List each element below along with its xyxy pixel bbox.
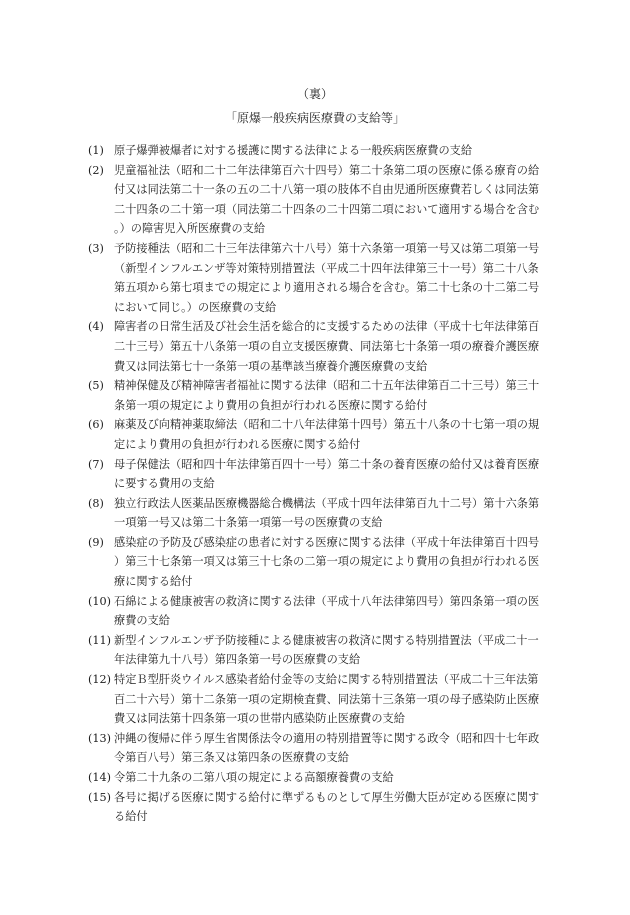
item-number: (8) bbox=[88, 496, 104, 510]
item-text: 精神保健及び精神障害者福祉に関する法律（昭和二十五年法律第百二十三号）第三十条第一項の規定により費用の負担が行われる医療に関する給付 bbox=[114, 379, 540, 412]
list-item bbox=[88, 494, 543, 533]
item-number: (2) bbox=[88, 163, 104, 177]
item-number: (7) bbox=[88, 457, 104, 471]
item-number: (4) bbox=[88, 320, 104, 334]
item-number: (6) bbox=[88, 418, 104, 432]
item-text: 麻薬及び向精神薬取締法（昭和二十八年法律第十四号）第五十八条の十七第一項の規定により費用の負担が行われる医療に関する給付 bbox=[114, 418, 540, 451]
item-text: 原子爆弾被爆者に対する援護に関する法律による一般疾病医療費の支給 bbox=[114, 144, 473, 157]
item-text: 新型インフルエンザ予防接種による健康被害の救済に関する特別措置法（平成二十一年法律第九十八号）第四条第一号の医療費の支給 bbox=[114, 633, 539, 667]
benefit-list bbox=[88, 141, 543, 827]
item-number: (13) bbox=[88, 731, 111, 745]
item-number: (1) bbox=[88, 144, 104, 157]
item-text: 感染症の予防及び感染症の患者に対する医療に関する法律（平成十年法律第百十四号）第三十七条第一項又は第三十七条の二第一項の規定により費用の負担が行われる医療に関する給付 bbox=[114, 535, 540, 589]
list-item bbox=[88, 317, 543, 376]
item-number: (12) bbox=[88, 673, 111, 687]
list-item bbox=[88, 376, 543, 415]
item-text: 石綿による健康被害の救済に関する法律（平成十八年法律第四号）第四条第一項の医療費の支給 bbox=[114, 594, 540, 628]
item-text: 各号に掲げる医療に関する給付に準ずるものとして厚生労働大臣が定める医療に関する給付 bbox=[114, 790, 540, 824]
item-text: 母子保健法（昭和四十年法律第百四十一号）第二十条の養育医療の給付又は養育医療に要する費用の支給 bbox=[114, 457, 540, 491]
item-number: (5) bbox=[88, 379, 104, 393]
page-side-mark: （裏） bbox=[296, 87, 333, 101]
list-item bbox=[88, 670, 543, 729]
item-text: 障害者の日常生活及び社会生活を総合的に支援するための法律（平成十七年法律第百二十三号）第五十八条第一項の自立支援医療費、同法第七十条第一項の療養介護医療費又は同法第七十一条第一項の基準該当療養介護医療費の支給 bbox=[114, 320, 540, 373]
list-item bbox=[88, 455, 543, 494]
list-item bbox=[88, 788, 543, 827]
item-number: (14) bbox=[88, 771, 111, 784]
item-text: 沖縄の復帰に伴う厚生省関係法令の適用の特別措置等に関する政令（昭和四十七年政令第百八号）第三条又は第四条の医療費の支給 bbox=[114, 731, 540, 765]
section-heading: 「原爆一般疾病医療費の支給等」 bbox=[224, 111, 405, 125]
list-item bbox=[88, 415, 543, 454]
item-number: (11) bbox=[88, 633, 111, 647]
list-item bbox=[88, 239, 543, 317]
item-text: 独立行政法人医薬品医療機器総合機構法（平成十四年法律第百九十二号）第十六条第一項第一号又は第二十条第一項第一号の医療費の支給 bbox=[114, 496, 540, 530]
list-item bbox=[88, 161, 543, 239]
list-item bbox=[88, 729, 543, 768]
item-number: (9) bbox=[88, 535, 104, 549]
list-item bbox=[88, 768, 543, 788]
list-item bbox=[88, 592, 543, 631]
item-text: 令第二十九条の二第八項の規定による高額療養費の支給 bbox=[114, 771, 394, 784]
list-item bbox=[88, 141, 543, 161]
item-number: (15) bbox=[88, 790, 111, 804]
item-text: 特定Ｂ型肝炎ウイルス感染者給付金等の支給に関する特別措置法（平成二十三年法第百二十六号）第十二条第一項の定期検査費、同法第十三条第一項の母子感染防止医療費又は同法第十四条第一項の世帯内感染防止医療費の支給 bbox=[114, 673, 540, 726]
item-number: (3) bbox=[88, 241, 104, 255]
item-text: 予防接種法（昭和二十三年法律第六十八号）第十六条第一項第一号又は第二項第一号（新型インフルエンザ等対策特別措置法（平成二十四年法律第三十一号）第二十八条第五項から第七項までの規定により適用される場合を含む。第二十七条の十二第二号において同じ。）の医療費の支給 bbox=[114, 241, 540, 314]
item-text: 児童福祉法（昭和二十二年法律第百六十四号）第二十条第二項の医療に係る療育の給付又は同法第二十一条の五の二十八第一項の肢体不自由児通所医療費若しくは同法第二十四条の二十第一項（同法第二十四条の二十四第二項において適用する場合を含む。）の障害児入所医療費の支給 bbox=[114, 163, 540, 236]
list-item bbox=[88, 631, 543, 670]
list-item bbox=[88, 533, 543, 592]
item-number: (10) bbox=[88, 594, 111, 608]
